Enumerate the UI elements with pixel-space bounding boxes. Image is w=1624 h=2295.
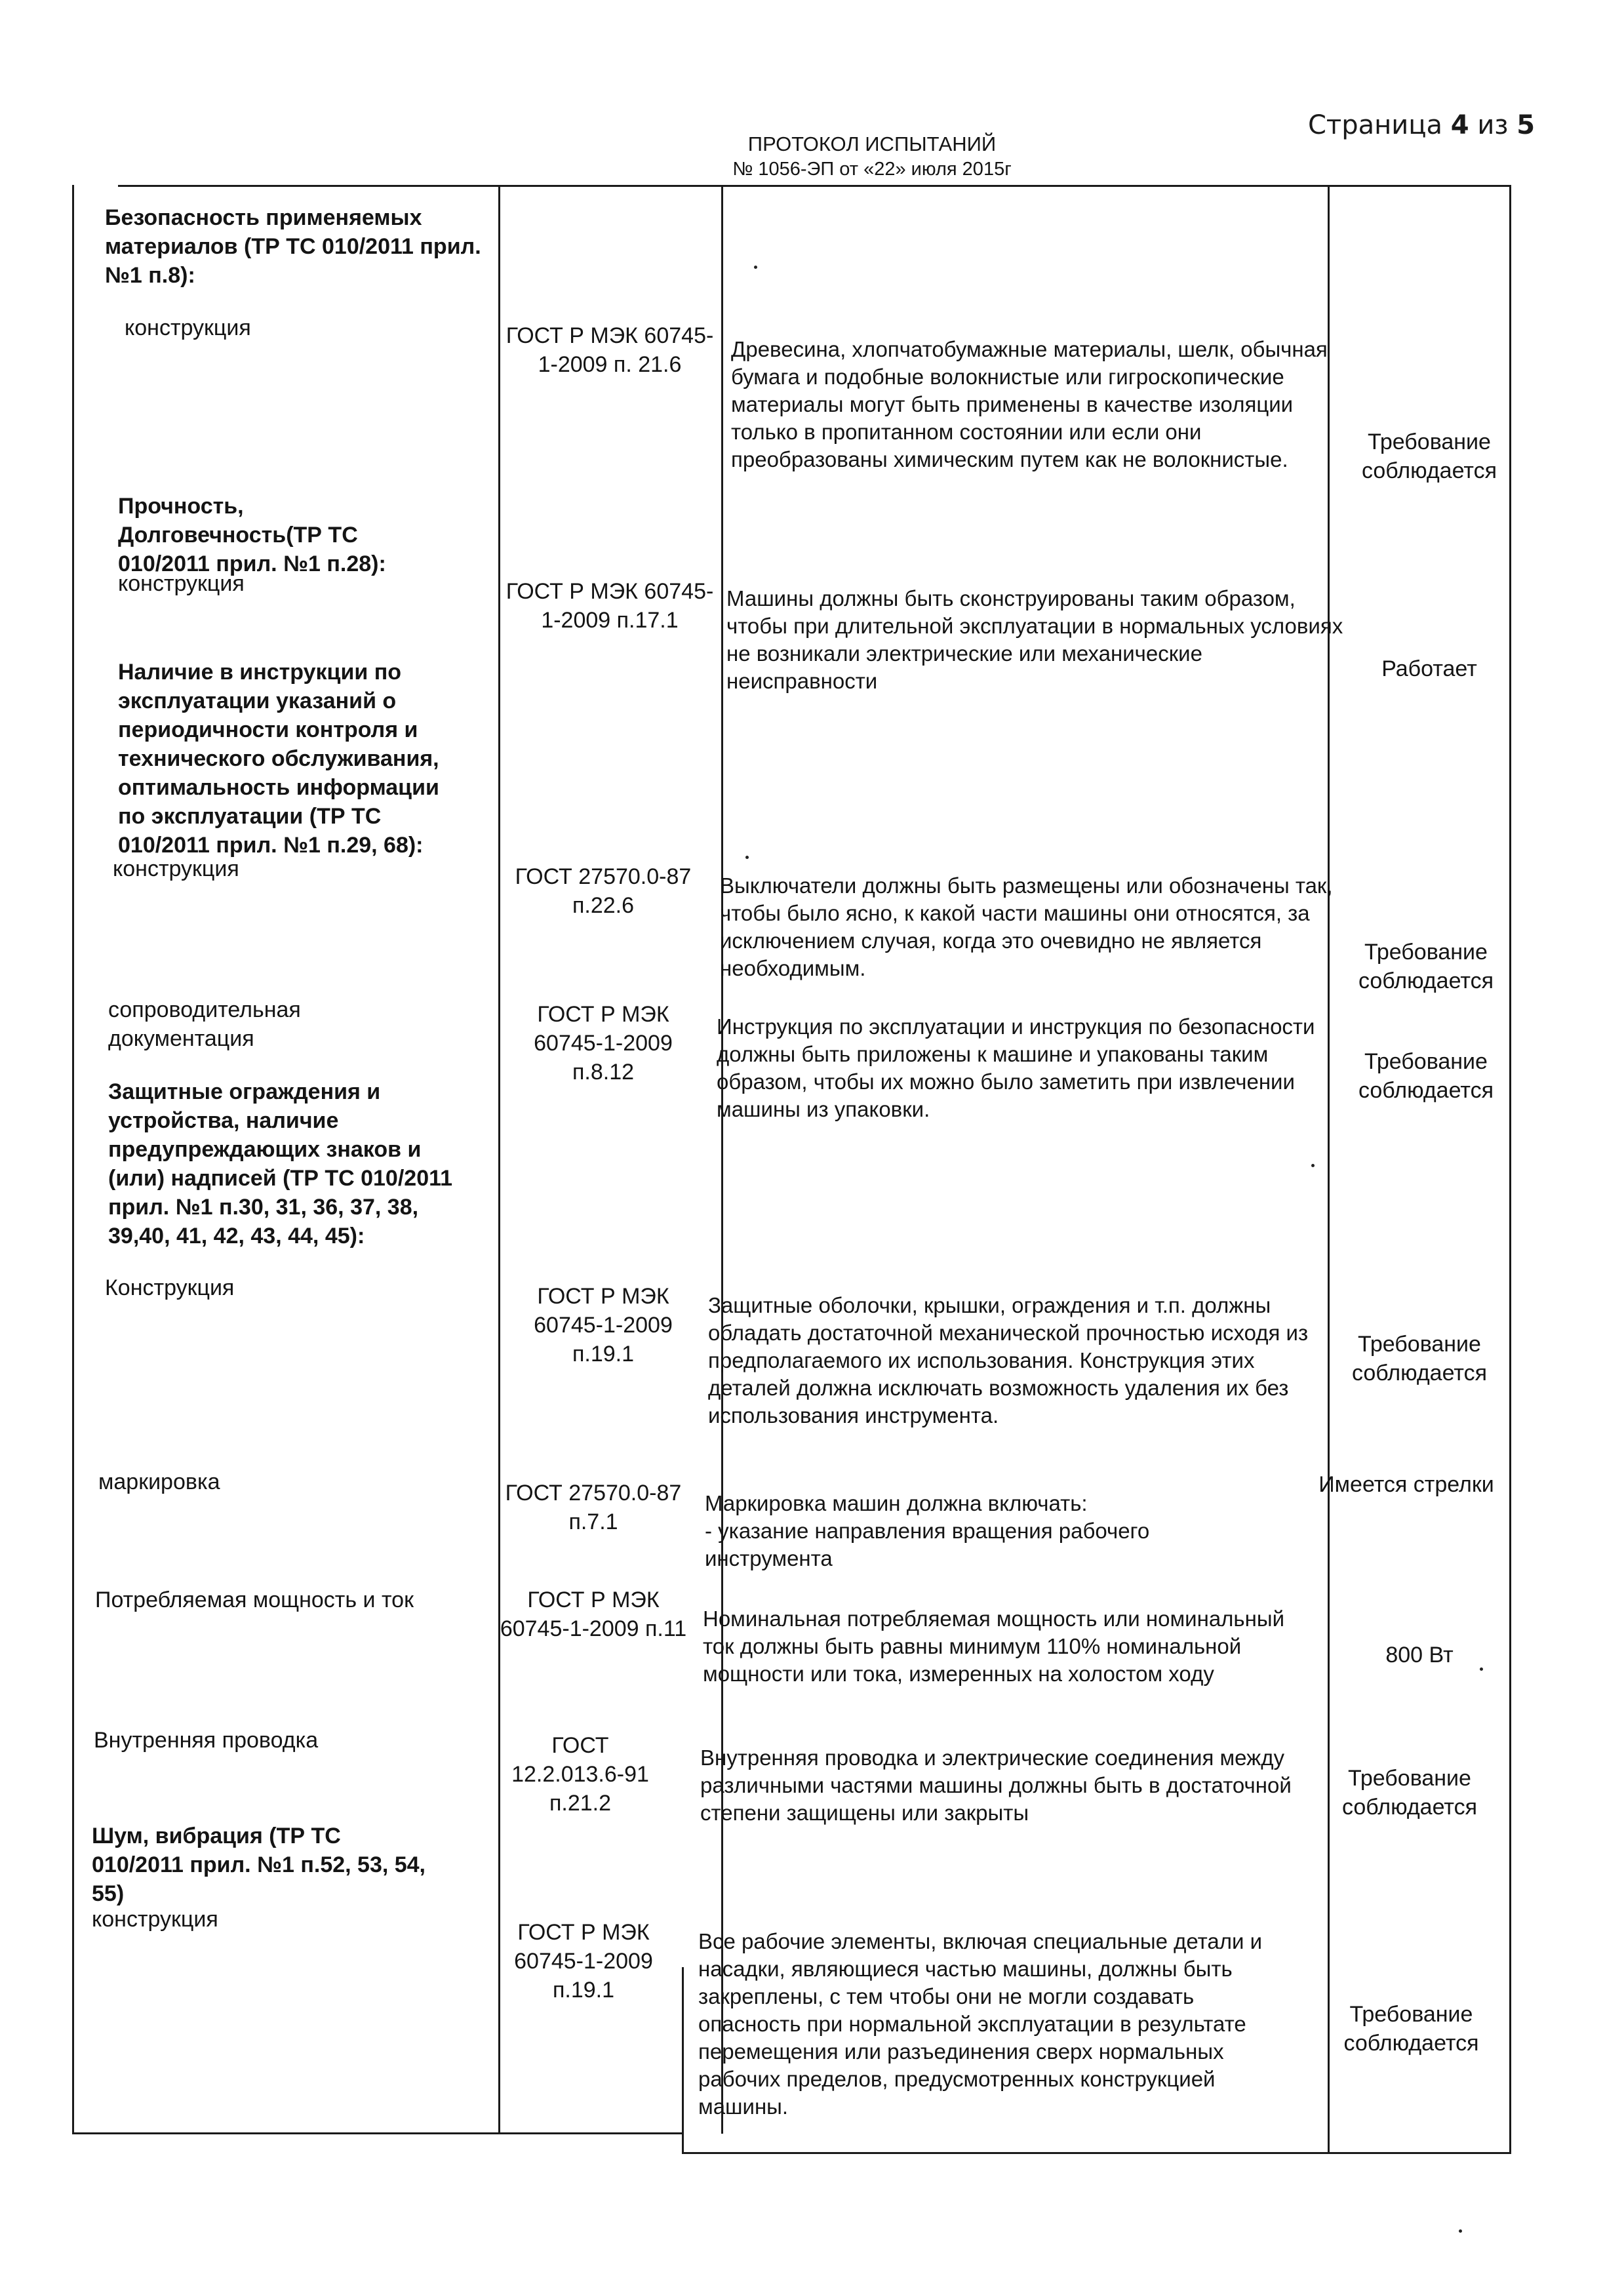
result-text: Работает <box>1381 656 1477 681</box>
page-total: 5 <box>1516 110 1535 140</box>
requirement-text: Номинальная потребляемая мощность или номинальный ток должны быть равны минимум 110% номинальной мощности или тока, измеренных на холостом ходу <box>703 1606 1285 1686</box>
protocol-number: № 1056-ЭП от «22» июля 2015г <box>732 159 1012 180</box>
standard-ref: ГОСТ 27570.0-87 п.7.1 <box>505 1481 682 1534</box>
scan-speck <box>1480 1667 1483 1671</box>
result-text: 800 Вт <box>1385 1643 1454 1667</box>
section-title: Безопасность применяемых материалов (ТР ТС 010/2011 прил. №1 п.8): <box>105 205 481 288</box>
requirement-text: Маркировка машин должна включать: - указание направления вращения рабочего инструмента <box>705 1491 1150 1570</box>
standard-ref: ГОСТ 12.2.013.6-91 п.21.2 <box>511 1733 649 1816</box>
requirement-text: Древесина, хлопчатобумажные материалы, шелк, обычная бумага и подобные волокнистые или гигроскопические материалы могут быть применены в качестве изоляции только в пропитанном состоянии или если они преобразованы химическим путем как не волокнистые. <box>731 337 1328 471</box>
column-divider-1 <box>498 185 500 2134</box>
item-label: сопроводительная документация <box>108 997 301 1051</box>
column-divider-2-lower <box>682 1967 684 2153</box>
standard-ref: ГОСТ Р МЭК 60745-1-2009 п.11 <box>500 1587 687 1641</box>
standard-ref: ГОСТ Р МЭК 60745-1-2009 п.17.1 <box>505 579 714 633</box>
result-text: Требование соблюдается <box>1352 1332 1487 1386</box>
scan-speck <box>1311 1164 1315 1167</box>
section-title: Защитные ограждения и устройства, наличие предупреждающих знаков и (или) надписей (ТР ТС 010/2011 прил. №1 п.30, 31, 36, 37, 38, 39,40, 41, 42, 43, 44, 45): <box>108 1079 453 1248</box>
scan-speck <box>754 266 757 269</box>
item-label: конструкция <box>113 856 239 881</box>
document-title: ПРОТОКОЛ ИСПЫТАНИЙ <box>747 132 997 155</box>
requirement-text: Все рабочие элементы, включая специальные детали и насадки, являющиеся частью машины, должны быть закреплены, с тем чтобы они не могли создавать опасность при нормальной эксплуатации в результате перемещения или разъединения сверх нормальных рабочих пределов, предусмотренных конструкцией машины. <box>698 1929 1262 2119</box>
item-label: конструкция <box>118 571 245 596</box>
result-text: Требование соблюдается <box>1343 2002 1479 2056</box>
result-text: Требование соблюдается <box>1362 429 1497 483</box>
item-label: Потребляемая мощность и ток <box>95 1587 414 1612</box>
standard-ref: ГОСТ 27570.0-87 п.22.6 <box>515 864 692 918</box>
requirement-text: Защитные оболочки, крышки, ограждения и т.п. должны обладать достаточной механической прочностью исходя из предполагаемого их использования. Конструкция этих деталей должна исключать возможность удаления их без использования инструмента. <box>708 1293 1309 1427</box>
page-label: Страница <box>1308 110 1443 140</box>
item-label: маркировка <box>98 1469 220 1494</box>
result-text: Требование соблюдается <box>1358 940 1494 993</box>
document-header <box>656 131 1088 181</box>
item-label: конструкция <box>125 315 251 340</box>
requirement-text: Внутренняя проводка и электрические соединения между различными частями машины должны быть в достаточной степени защищены или закрыты <box>700 1746 1292 1825</box>
section-title: Прочность, Долговечность(ТР ТС 010/2011 прил. №1 п.28): <box>118 494 386 576</box>
table-top-border <box>118 185 1511 187</box>
result-text: Требование соблюдается <box>1342 1766 1477 1820</box>
column-divider-3 <box>1328 185 1330 2153</box>
standard-ref: ГОСТ Р МЭК 60745-1-2009 п. 21.6 <box>505 323 714 377</box>
standard-ref: ГОСТ Р МЭК 60745-1-2009 п.19.1 <box>514 1920 653 2003</box>
requirement-text: Машины должны быть сконструированы таким образом, чтобы при длительной эксплуатации в нормальных условиях не возникали электрические или механические неисправности <box>726 586 1343 693</box>
item-label: Конструкция <box>105 1275 235 1300</box>
page-of: из <box>1477 110 1509 140</box>
requirement-text: Инструкция по эксплуатации и инструкция по безопасности должны быть приложены к машине и упакованы таким образом, чтобы их можно было заметить при извлечении машины из упаковки. <box>717 1014 1315 1121</box>
standard-ref: ГОСТ Р МЭК 60745-1-2009 п.19.1 <box>534 1284 673 1367</box>
standard-ref: ГОСТ Р МЭК 60745-1-2009 п.8.12 <box>534 1002 673 1085</box>
section-title: Наличие в инструкции по эксплуатации указаний о периодичности контроля и технического обслуживания, оптимальность информации по эксплуатации (ТР ТС 010/2011 прил. №1 п.29, 68): <box>118 660 439 858</box>
result-text: Имеется стрелки <box>1318 1472 1494 1497</box>
table-bottom-border-right <box>682 2152 1511 2154</box>
scan-speck <box>745 856 749 859</box>
page-number <box>1308 110 1535 140</box>
item-label: Внутренняя проводка <box>94 1728 319 1753</box>
column-divider-2 <box>721 185 723 2134</box>
item-label: конструкция <box>92 1907 218 1932</box>
section-title: Шум, вибрация (ТР ТС 010/2011 прил. №1 п.52, 53, 54, 55) <box>92 1824 426 1906</box>
table-bottom-border <box>72 2132 682 2134</box>
page-current: 4 <box>1450 110 1469 140</box>
requirement-text: Выключатели должны быть размещены или обозначены так, чтобы было ясно, к какой части машины они относятся, за исключением случая, когда это очевидно не является необходимым. <box>720 873 1333 980</box>
scan-speck <box>1459 2229 1462 2233</box>
table-left-border <box>72 185 74 2134</box>
result-text: Требование соблюдается <box>1358 1049 1494 1103</box>
